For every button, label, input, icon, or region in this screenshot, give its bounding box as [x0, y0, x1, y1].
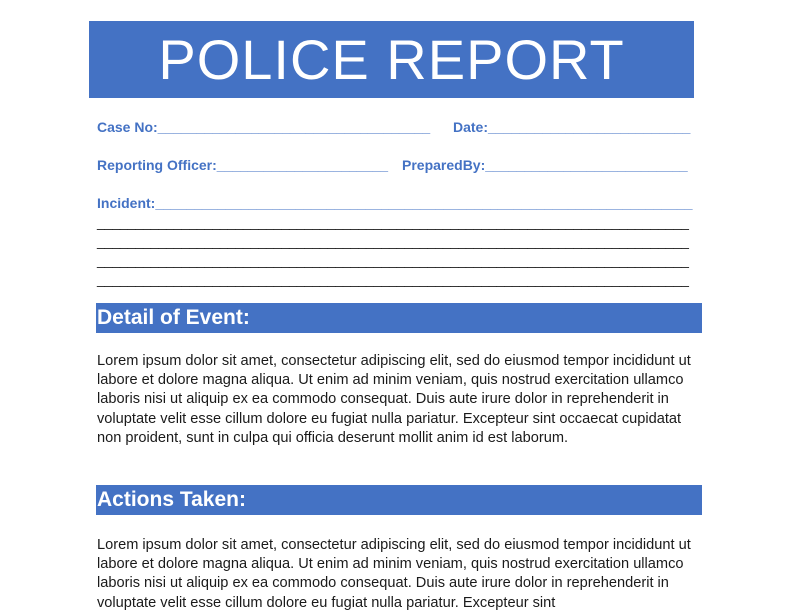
reporting-officer-field[interactable]: Reporting Officer:______________________ — [97, 157, 389, 173]
incident-line[interactable]: _____________________________________________________________________________ — [97, 252, 689, 268]
case-no-field[interactable]: Case No:___________________________________ — [97, 119, 431, 135]
report-title: POLICE REPORT — [89, 21, 694, 98]
detail-of-event-heading: Detail of Event: — [96, 303, 702, 333]
incident-line[interactable]: _____________________________________________________________________________ — [97, 233, 689, 249]
incident-line[interactable]: _____________________________________________________________________________ — [97, 271, 689, 287]
actions-taken-heading: Actions Taken: — [96, 485, 702, 515]
incident-field[interactable]: Incident:_____________________________________________________________________ — [97, 195, 693, 211]
date-field[interactable]: Date:__________________________ — [453, 119, 691, 135]
prepared-by-field[interactable]: PreparedBy:__________________________ — [402, 157, 688, 173]
incident-line[interactable]: _____________________________________________________________________________ — [97, 214, 689, 230]
actions-taken-body: Lorem ipsum dolor sit amet, consectetur adipiscing elit, sed do eiusmod tempor incididunt ut labore et dolore magna aliqua. Ut enim ad minim veniam, quis nostrud exercitation ullamco laboris nisi ut aliquip ex ea commodo consequat. Duis aute irure dolor in reprehenderit in voluptate velit esse cillum dolore eu fugiat nulla pariatur. Excepteur sint — [97, 537, 691, 611]
detail-of-event-body: Lorem ipsum dolor sit amet, consectetur adipiscing elit, sed do eiusmod tempor incididunt ut labore et dolore magna aliqua. Ut enim ad minim veniam, quis nostrud exercitation ullamco laboris nisi ut aliquip ex ea commodo consequat. Duis aute irure dolor in reprehenderit in voluptate velit esse cillum dolore eu fugiat nulla pariatur. Excepteur sint occaecat cupidatat non proident, sunt in culpa qui officia deserunt mollit anim id est laborum. — [97, 353, 691, 446]
